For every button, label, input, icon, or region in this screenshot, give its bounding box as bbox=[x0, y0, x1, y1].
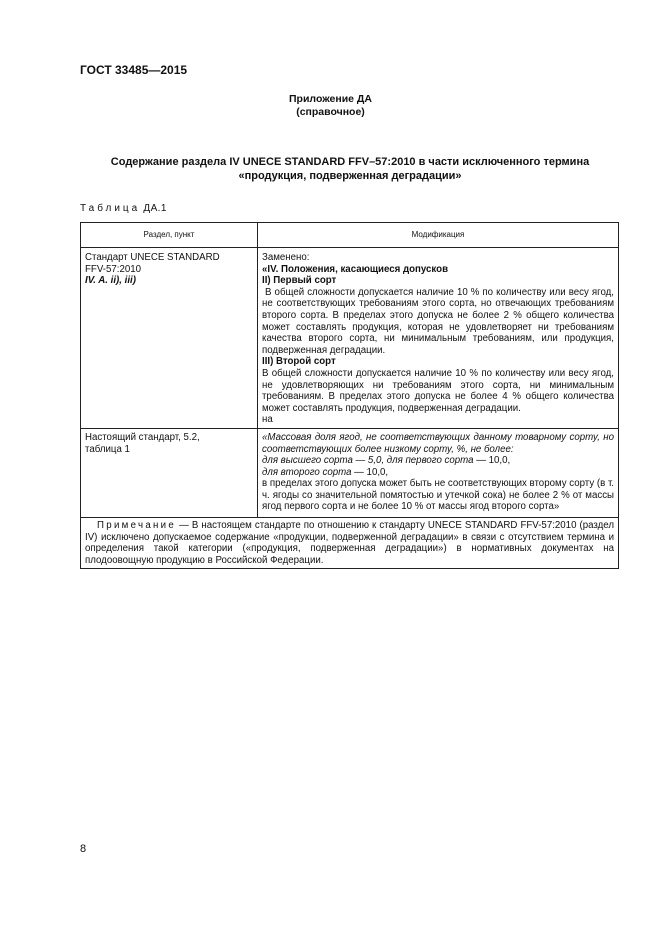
annex-heading bbox=[0, 93, 661, 119]
section-cell bbox=[81, 428, 258, 517]
table-header-row bbox=[81, 223, 619, 248]
section-line: FFV-57:2010 bbox=[85, 263, 142, 275]
table-caption-number: ДА.1 bbox=[143, 203, 167, 214]
subclause-heading: III) Второй сорт bbox=[262, 356, 336, 368]
section-title-line1: Содержание раздела IV UNECE STANDARD FFV–57:2010 в части исключенного термина bbox=[110, 156, 590, 168]
section-title-line2: «продукция, подверженная деградации» bbox=[238, 170, 462, 182]
modification-cell bbox=[258, 248, 619, 429]
to-label: на bbox=[262, 414, 273, 426]
note-text: — В настоящем стандарте по отношению к стандарту UNECE STANDARD FFV-57:2010 (раздел IV) исключено допускаемое содержание «продукции, подверженной деградации» в связи с отсутствием термина и определения такой категории («продукция, подверженная деградации») в нормативных документах на плодоовощную продукцию в Российской Федерации. bbox=[85, 520, 614, 566]
table-caption-word: Таблица bbox=[80, 203, 141, 214]
section-cell bbox=[81, 248, 258, 429]
column-header-modification: Модификация bbox=[258, 223, 619, 248]
paragraph bbox=[262, 467, 614, 479]
text-run: для второго сорта bbox=[262, 466, 352, 478]
table-row bbox=[81, 428, 619, 517]
section-line: Настоящий стандарт, 5.2, bbox=[85, 431, 200, 443]
subclause-heading: II) Первый сорт bbox=[262, 275, 337, 287]
text-run: — 10,0, bbox=[473, 455, 511, 467]
note-cell bbox=[81, 518, 619, 569]
document-code: ГОСТ 33485—2015 bbox=[80, 63, 188, 77]
text-run: для высшего сорта — 5,0, для первого сорта bbox=[262, 455, 474, 467]
note-lead: Примечание bbox=[97, 520, 177, 532]
paragraph: в пределах этого допуска может быть не соответствующих второму сорту (в т. ч. ягоды со значительной помятостью и утечкой сока) не более 2 % от массы ягод первого сорта и не более 10 % от массы ягод второго сорта» bbox=[262, 478, 614, 513]
page-number: 8 bbox=[80, 843, 87, 855]
paragraph: В общей сложности допускается наличие 10 % по количеству или весу ягод, не удовлетворяющих ни требованиям этого сорта, ни минимальным требованиям. В пределах этого допуска не более 4 % общего количества может составлять продукция, подверженная деградации. bbox=[262, 367, 614, 414]
replaced-label: Заменено: bbox=[262, 252, 310, 263]
annex-subtitle: (справочное) bbox=[296, 106, 365, 118]
annex-title: Приложение ДА bbox=[289, 93, 372, 105]
paragraph: В общей сложности допускается наличие 10 % по количеству или весу ягод, не соответствующих требованиям этого сорта, но отвечающих требованиям второго сорта. В пределах этого допуска не более 2 % общего количества может составлять продукция, которая не удовлетворяет ни требованиям качества второго сорта, ни минимальным требованиям, или продукция, подверженная деградации. bbox=[262, 286, 617, 356]
text-run: — 10,0, bbox=[351, 466, 389, 478]
paragraph: «Массовая доля ягод, не соответствующих данному товарному сорту, но соответствующих более низкому сорту, %, не более: bbox=[262, 431, 614, 455]
section-title bbox=[80, 155, 620, 183]
section-line: таблица 1 bbox=[85, 443, 130, 455]
modification-cell bbox=[258, 428, 619, 517]
section-line: IV. A. ii), iii) bbox=[85, 275, 136, 287]
column-header-section: Раздел, пункт bbox=[81, 223, 258, 248]
section-line: Стандарт UNECE STANDARD bbox=[85, 252, 220, 263]
table-note-row bbox=[81, 518, 619, 569]
table-row bbox=[81, 248, 619, 429]
clause-heading: «IV. Положения, касающиеся допусков bbox=[262, 263, 449, 275]
paragraph bbox=[262, 455, 614, 467]
modification-table bbox=[80, 222, 619, 569]
table-caption bbox=[80, 203, 167, 214]
